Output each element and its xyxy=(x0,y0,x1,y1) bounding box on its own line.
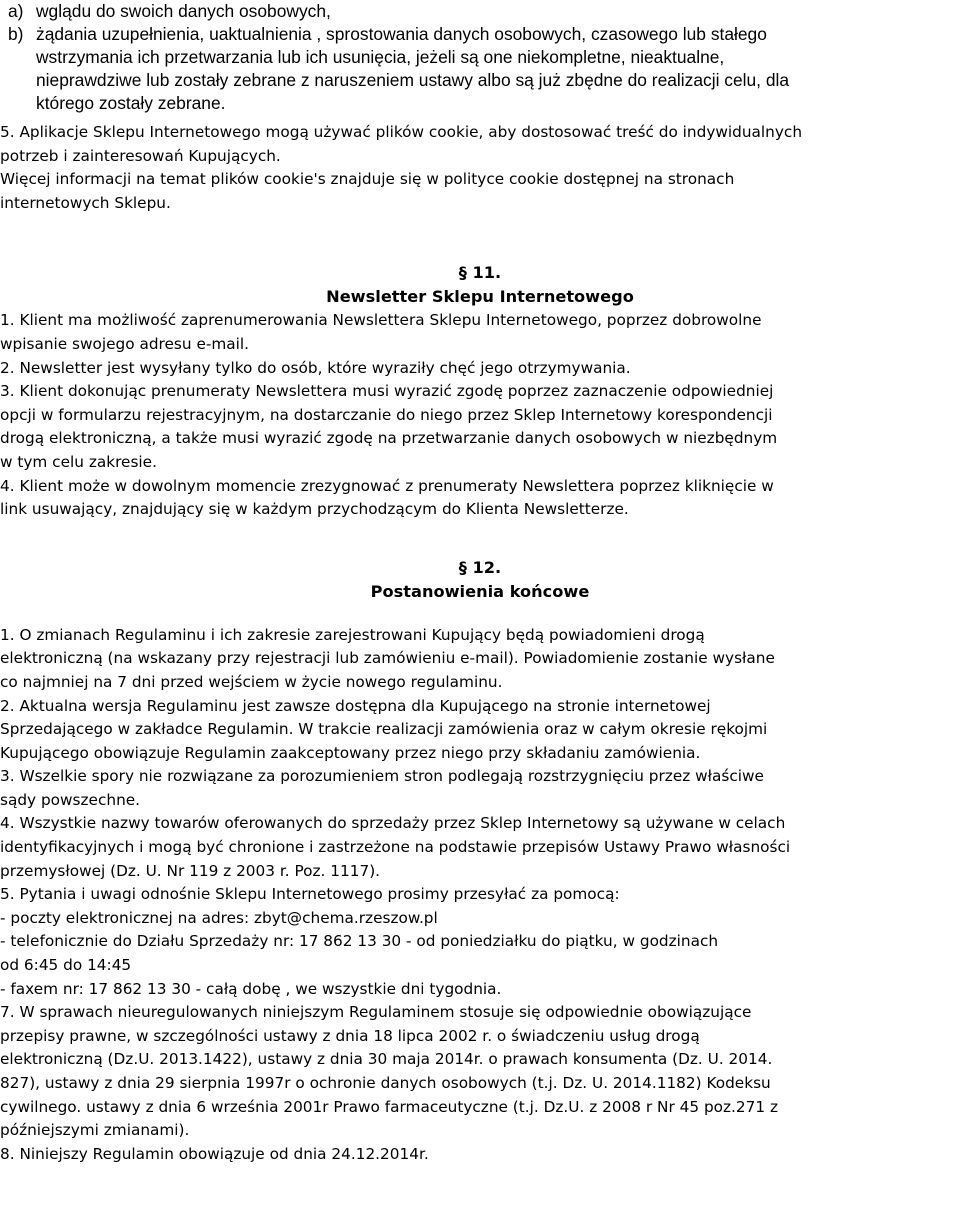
cookie-paragraph xyxy=(0,121,960,215)
text-line: co najmniej na 7 dni przed wejściem w życie nowego regulaminu. xyxy=(0,672,503,691)
text-line: 2. Newsletter jest wysyłany tylko do osób, które wyraziły chęć jego otrzymywania. xyxy=(0,358,631,377)
text-line: - telefonicznie do Działu Sprzedaży nr: 17 862 13 30 - od poniedziałku do piątku, w godzinach xyxy=(0,932,719,951)
section-12-number: § 12. xyxy=(458,557,502,577)
text-line: 2. Aktualna wersja Regulaminu jest zawsze dostępna dla Kupującego na stronie internetowej xyxy=(0,696,711,715)
list-marker: b) xyxy=(8,24,24,44)
text-line: Kupującego obowiązuje Regulamin zaakceptowany przez niego przy składaniu zamówienia. xyxy=(0,743,701,762)
section-12-body xyxy=(0,624,960,1167)
main-text xyxy=(0,121,960,1166)
text-line: 1. O zmianach Regulaminu i ich zakresie zarejestrowani Kupujący będą powiadomieni drogą xyxy=(0,625,705,644)
text-line: - faxem nr: 17 862 13 30 - całą dobę , we wszystkie dni tygodnia. xyxy=(0,979,502,998)
rights-list xyxy=(0,0,960,115)
list-item-text: wstrzymania ich przetwarzania lub ich usunięcia, jeżeli są one niekompletne, nieaktualne, xyxy=(36,47,725,67)
text-line: 1. Klient ma możliwość zaprenumerowania Newslettera Sklepu Internetowego, poprzez dobrowolne xyxy=(0,311,762,330)
text-line: internetowych Sklepu. xyxy=(0,193,171,212)
text-line: w tym celu zakresie. xyxy=(0,452,157,471)
text-line: link usuwający, znajdujący się w każdym przychodzącym do Klienta Newsletterze. xyxy=(0,500,629,519)
text-line: późniejszymi zmianami). xyxy=(0,1121,190,1140)
text-line: elektroniczną (Dz.U. 2013.1422), ustawy z dnia 30 maja 2014r. o prawach konsumenta (Dz. U. 2014. xyxy=(0,1050,773,1069)
list-item-b xyxy=(0,23,960,115)
list-item-text: którego zostały zebrane. xyxy=(36,93,226,113)
text-line: 7. W sprawach nieuregulowanych niniejszym Regulaminem stosuje się odpowiednie obowiązujące xyxy=(0,1003,752,1022)
section-11-number: § 11. xyxy=(458,263,502,283)
section-11-body xyxy=(0,309,960,521)
text-line: potrzeb i zainteresowań Kupujących. xyxy=(0,146,281,165)
text-line: 3. Klient dokonując prenumeraty Newslettera musi wyrazić zgodę poprzez zaznaczenie odpowiedniej xyxy=(0,382,774,401)
text-line: opcji w formularzu rejestracyjnym, na dostarczanie do niego przez Sklep Internetowy korespondencji xyxy=(0,405,773,424)
text-line: przemysłowej (Dz. U. Nr 119 z 2003 r. Poz. 1117). xyxy=(0,861,381,880)
list-marker: a) xyxy=(8,1,24,21)
text-line: wpisanie swojego adresu e-mail. xyxy=(0,334,250,353)
text-line: 5. Aplikacje Sklepu Internetowego mogą używać plików cookie, aby dostosować treść do indywidualnych xyxy=(0,123,803,141)
text-line: przepisy prawne, w szczególności ustawy z dnia 18 lipca 2002 r. o świadczeniu usług drogą xyxy=(0,1026,700,1045)
text-line: - poczty elektronicznej na adres: zbyt@chema.rzeszow.pl xyxy=(0,908,438,927)
text-line: od 6:45 do 14:45 xyxy=(0,956,132,975)
text-line: Więcej informacji na temat plików cookie's znajduje się w polityce cookie dostępnej na stronach xyxy=(0,170,735,189)
text-line: identyfikacyjnych i mogą być chronione i zastrzeżone na podstawie przepisów Ustawy Prawo własności xyxy=(0,838,791,857)
text-line: Sprzedającego w zakładce Regulamin. W trakcie realizacji zamówienia oraz w całym okresie rękojmi xyxy=(0,720,768,739)
list-item-text: wglądu do swoich danych osobowych, xyxy=(36,1,331,21)
text-line: 4. Klient może w dowolnym momencie zrezygnować z prenumeraty Newslettera poprzez kliknięcie w xyxy=(0,476,774,495)
text-line: sądy powszechne. xyxy=(0,790,141,809)
text-line: 8. Niniejszy Regulamin obowiązuje od dnia 24.12.2014r. xyxy=(0,1144,429,1163)
list-item-text: żądania uzupełnienia, uaktualnienia , sprostowania danych osobowych, czasowego lub stałego xyxy=(36,24,767,44)
list-item-a xyxy=(0,0,960,23)
section-12-title: Postanowienia końcowe xyxy=(370,581,590,601)
list-item-text: nieprawdziwe lub zostały zebrane z naruszeniem ustawy albo są już zbędne do realizacji celu, dla xyxy=(36,70,790,90)
text-line: 3. Wszelkie spory nie rozwiązane za porozumieniem stron podlegają rozstrzygnięciu przez właściwe xyxy=(0,767,764,786)
section-11-title: Newsletter Sklepu Internetowego xyxy=(326,287,634,307)
text-line: 4. Wszystkie nazwy towarów oferowanych do sprzedaży przez Sklep Internetowy są używane w celach xyxy=(0,814,786,833)
text-line: cywilnego. ustawy z dnia 6 września 2001r Prawo farmaceutyczne (t.j. Dz.U. z 2008 r Nr 45 poz.271 z xyxy=(0,1097,778,1116)
text-line: elektroniczną (na wskazany przy rejestracji lub zamówieniu e-mail). Powiadomienie zostanie wysłane xyxy=(0,649,775,668)
text-line: drogą elektroniczną, a także musi wyrazić zgodę na przetwarzanie danych osobowych w niezbędnym xyxy=(0,429,778,448)
text-line: 827), ustawy z dnia 29 sierpnia 1997r o ochronie danych osobowych (t.j. Dz. U. 2014.1182) Kodeksu xyxy=(0,1074,771,1092)
text-line: 5. Pytania i uwagi odnośnie Sklepu Internetowego prosimy przesyłać za pomocą: xyxy=(0,885,620,904)
